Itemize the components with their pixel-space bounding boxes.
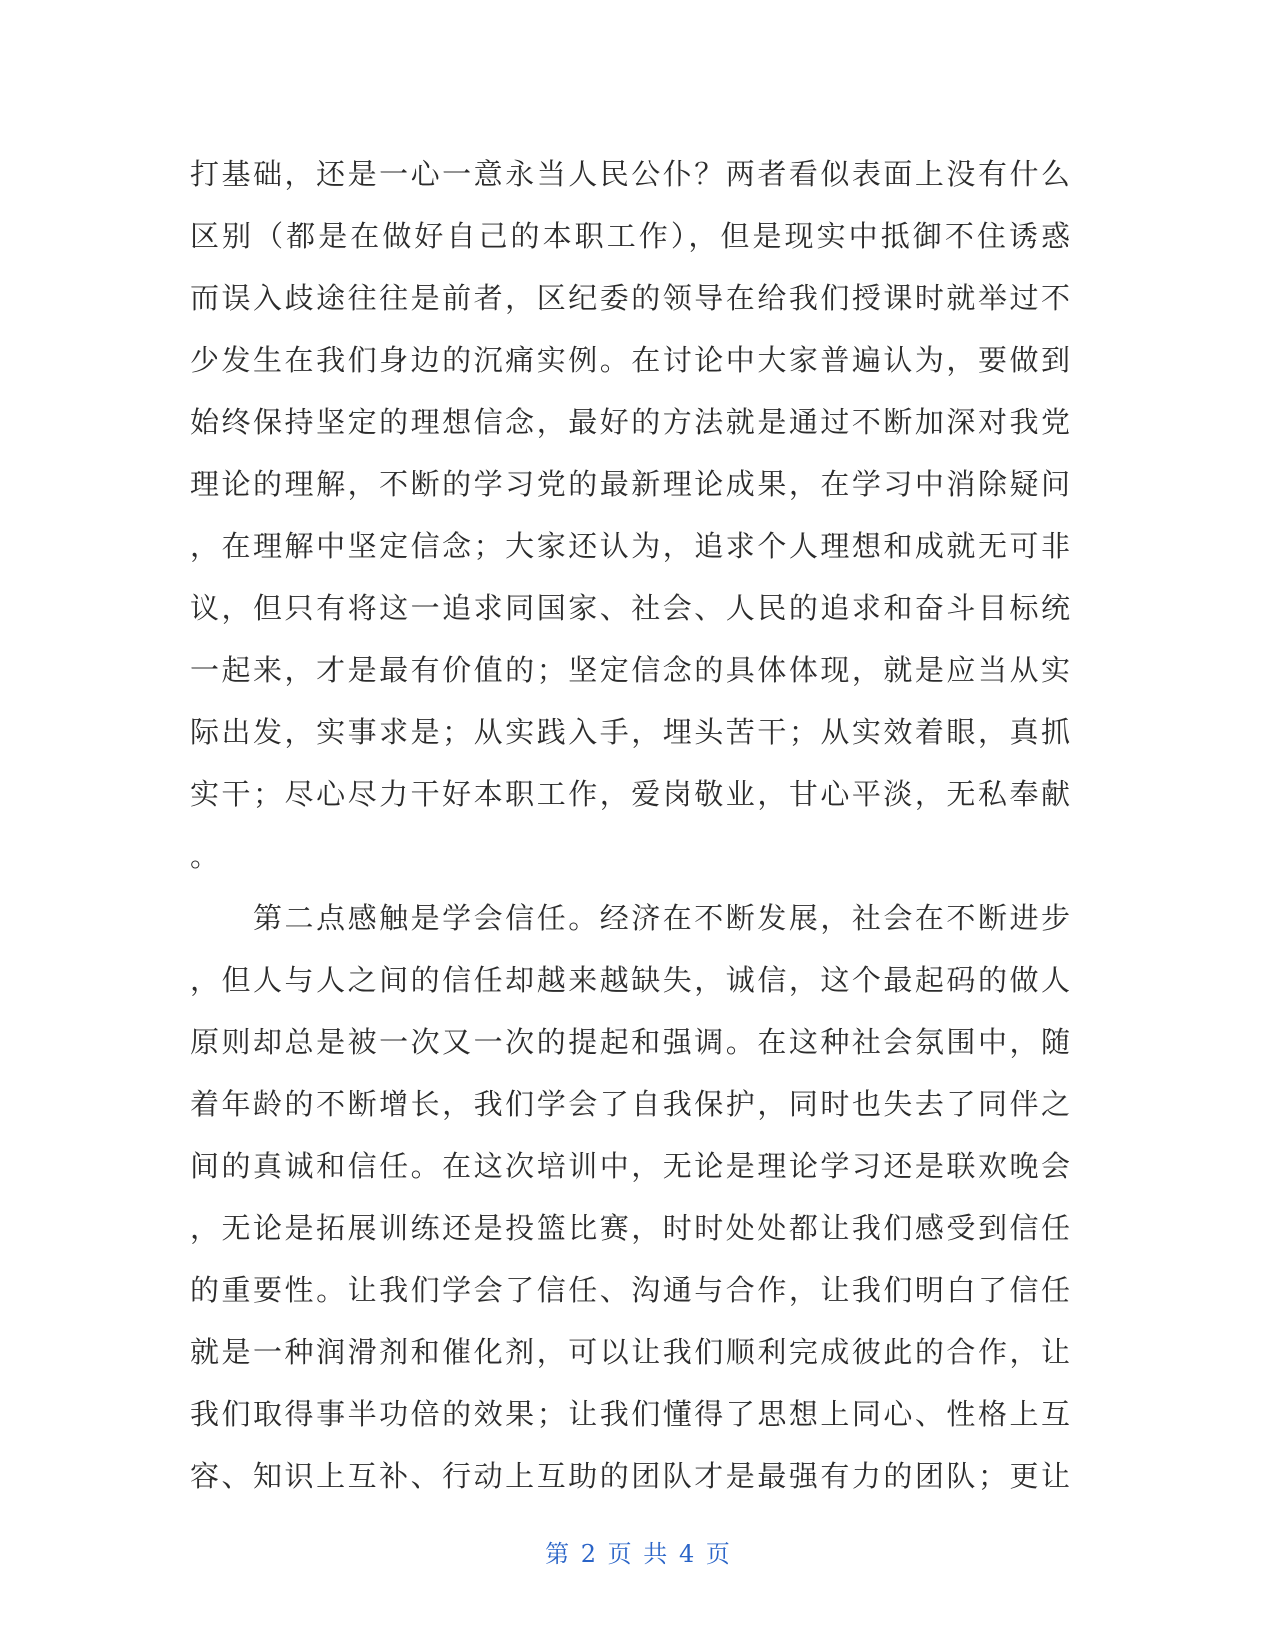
text-line: 原则却总是被一次又一次的提起和强调。在这种社会氛围中，随	[190, 1025, 1070, 1059]
text-line: 际出发，实事求是；从实践入手，埋头苦干；从实效着眼，真抓	[190, 715, 1070, 749]
text-line: 间的真诚和信任。在这次培训中，无论是理论学习还是联欢晚会	[190, 1149, 1070, 1183]
text-line: 的重要性。让我们学会了信任、沟通与合作，让我们明白了信任	[190, 1273, 1070, 1307]
text-line: 实干；尽心尽力干好本职工作，爱岗敬业，甘心平淡，无私奉献	[190, 777, 1070, 811]
body-text	[190, 143, 1070, 1507]
text-line: 理论的理解，不断的学习党的最新理论成果，在学习中消除疑问	[190, 467, 1070, 501]
text-line: 打基础，还是一心一意永当人民公仆？两者看似表面上没有什么	[190, 157, 1070, 191]
text-line: 始终保持坚定的理想信念，最好的方法就是通过不断加深对我党	[190, 405, 1070, 439]
text-line: 。	[190, 839, 220, 873]
text-line: 容、知识上互补、行动上互助的团队才是最强有力的团队；更让	[190, 1459, 1070, 1493]
text-line: 区别（都是在做好自己的本职工作），但是现实中抵御不住诱惑	[190, 219, 1070, 253]
text-line: 而误入歧途往往是前者，区纪委的领导在给我们授课时就举过不	[190, 281, 1070, 315]
text-line: ，但人与人之间的信任却越来越缺失，诚信，这个最起码的做人	[190, 963, 1070, 997]
text-line: ，无论是拓展训练还是投篮比赛，时时处处都让我们感受到信任	[190, 1211, 1070, 1245]
text-line: 议，但只有将这一追求同国家、社会、人民的追求和奋斗目标统	[190, 591, 1070, 625]
text-line: 就是一种润滑剂和催化剂，可以让我们顺利完成彼此的合作，让	[190, 1335, 1070, 1369]
paragraph-start-line: 第二点感触是学会信任。经济在不断发展，社会在不断进步	[190, 901, 1070, 935]
text-line: 一起来，才是最有价值的；坚定信念的具体体现，就是应当从实	[190, 653, 1070, 687]
text-line: 少发生在我们身边的沉痛实例。在讨论中大家普遍认为，要做到	[190, 343, 1070, 377]
text-line: ，在理解中坚定信念；大家还认为，追求个人理想和成就无可非	[190, 529, 1070, 563]
text-line: 着年龄的不断增长，我们学会了自我保护，同时也失去了同伴之	[190, 1087, 1070, 1121]
page-number-footer: 第 2 页 共 4 页	[545, 1540, 730, 1568]
text-line: 我们取得事半功倍的效果；让我们懂得了思想上同心、性格上互	[190, 1397, 1070, 1431]
